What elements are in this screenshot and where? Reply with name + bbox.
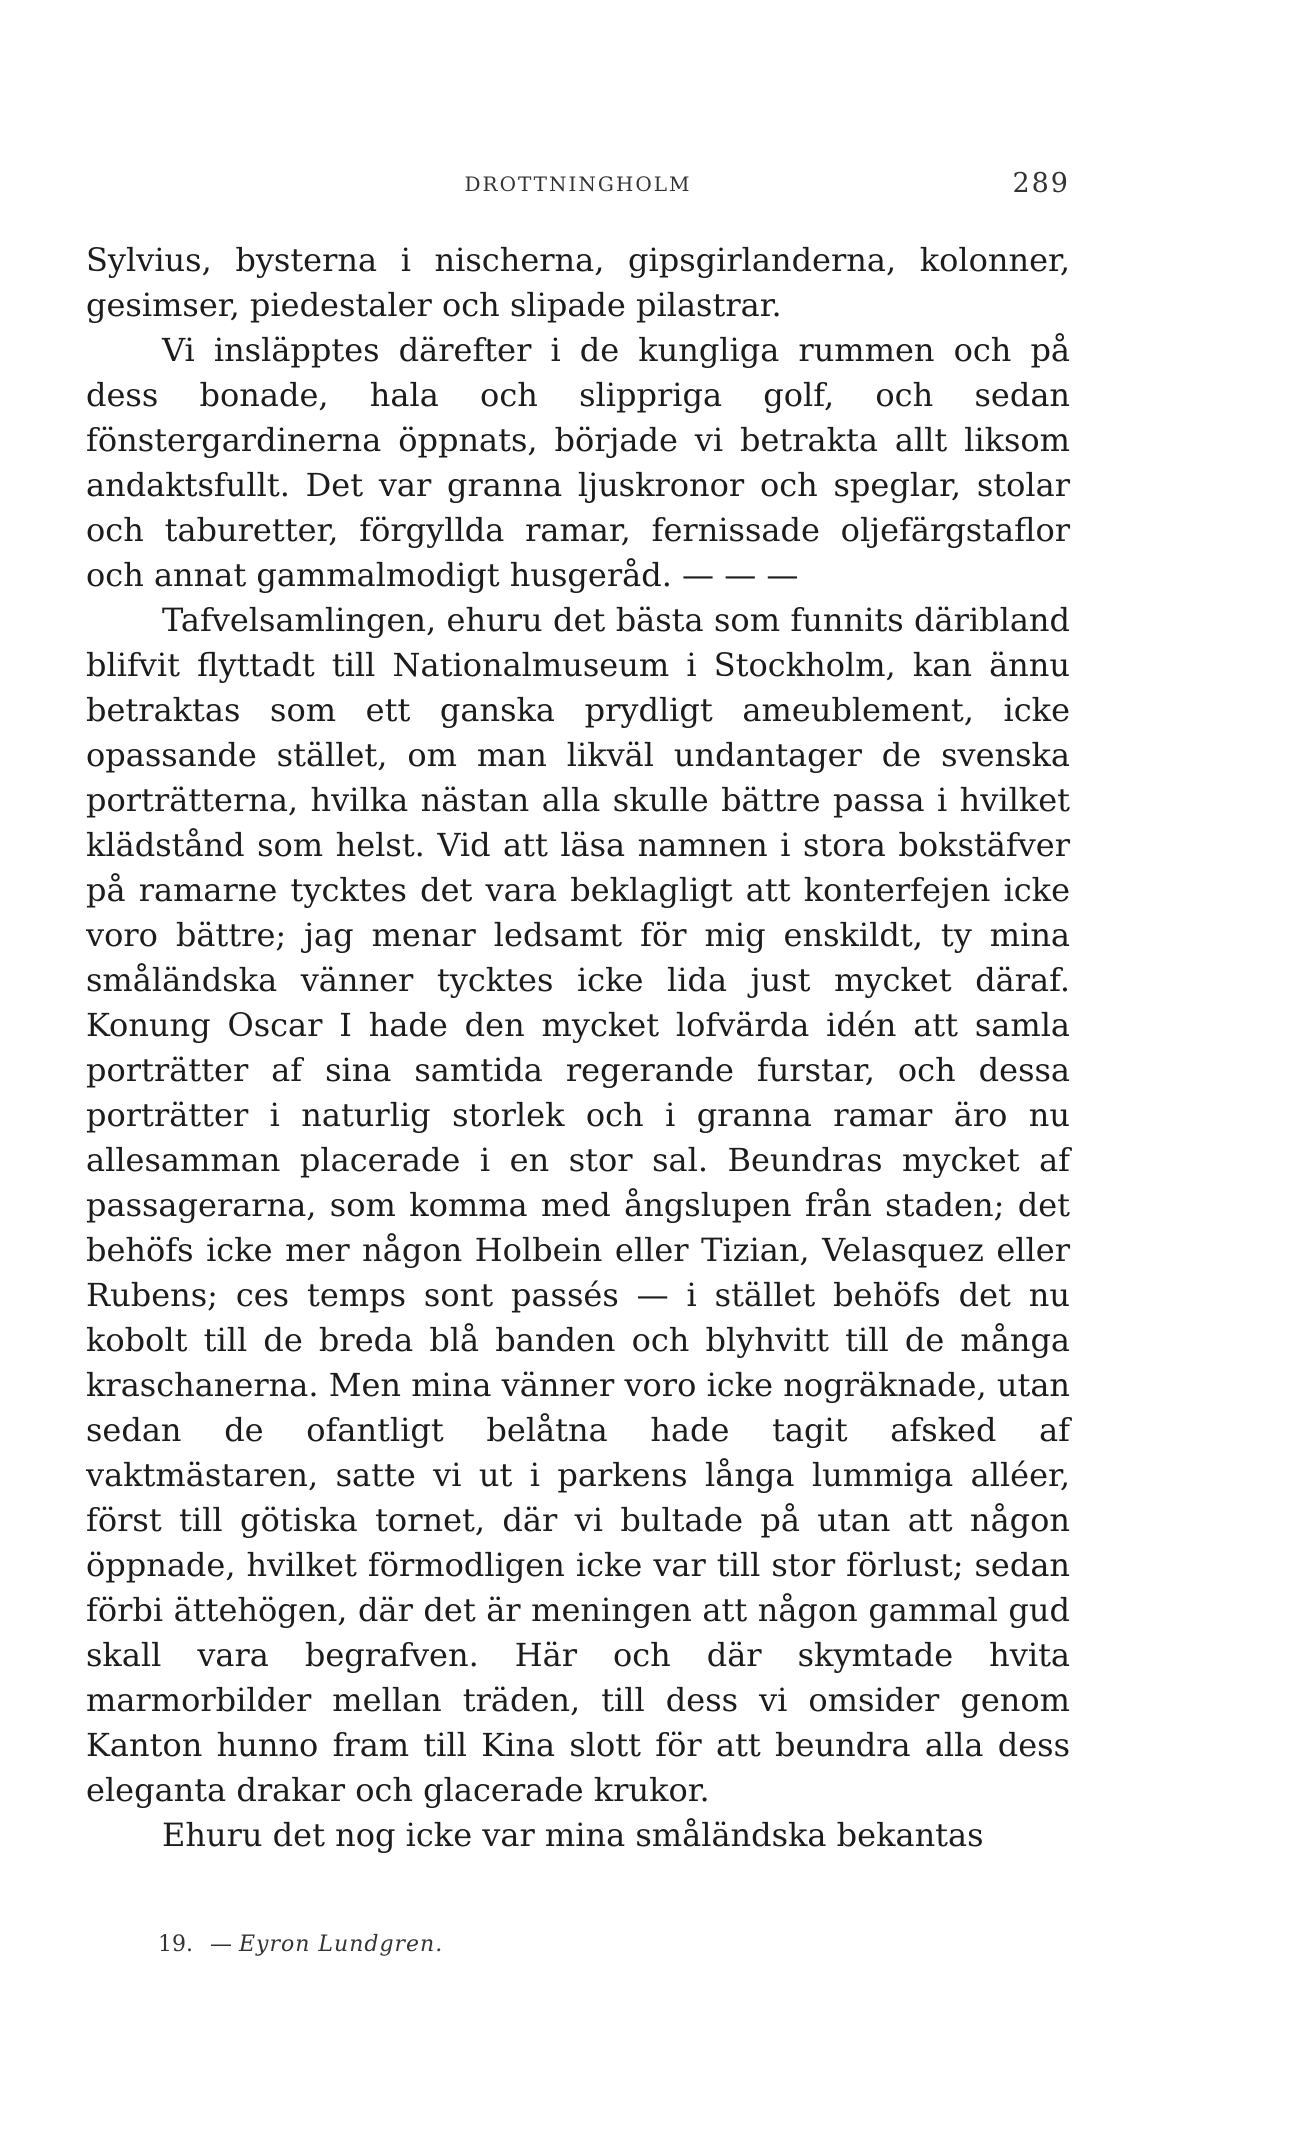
signature-author: Eyron Lundgren. [239,1932,444,1957]
running-head [86,168,1070,202]
signature-number: 19. [158,1932,193,1957]
paragraph: Vi insläpptes därefter i de kungliga rummen och på dess bonade, hala och slippriga golf, och sedan fönstergardinerna öppnats, började vi betrakta allt liksom andaktsfullt. Det var granna ljuskronor och speglar, stolar och taburetter, förgyllda ramar, fernissade oljefärgstaflor och annat gammalmodigt husgeråd. — — — [86,331,1070,594]
paragraph: Tafvelsamlingen, ehuru det bästa som funnits däribland blifvit flyttadt till Nationalmuseum i Stockholm, kan ännu betraktas som ett ganska prydligt ameublement, icke opassande stället, om man likväl undantager de svenska porträtterna, hvilka nästan alla skulle bättre passa i hvilket klädstånd som helst. Vid att läsa namnen i stora bokstäfver på ramarne tycktes det vara beklagligt att konterfejen icke voro bättre; jag menar ledsamt för mig enskildt, ty mina småländska vänner tycktes icke lida just mycket däraf. Konung Oscar I hade den mycket lofvärda idén att samla porträtter af sina samtida regerande furstar, och dessa porträtter i naturlig storlek och i granna ramar äro nu allesamman placerade i en stor sal. Beundras mycket af passagerarna, som komma med ångslupen från staden; det behöfs icke mer någon Holbein eller Tizian, Velasquez eller Rubens; ces temps sont passés — i stället behöfs det nu kobolt till de breda blå banden och blyhvitt till de många kraschanerna. Men mina vänner voro icke nogräknade, utan sedan de ofantligt belåtna hade tagit afsked af vaktmästaren, satte vi ut i parkens långa lummiga alléer, först till götiska tornet, där vi bultade på utan att någon öppnade, hvilket förmodligen icke var till stor förlust; sedan förbi ättehögen, där det är meningen att någon gammal gud skall vara begrafven. Här och där skymtade hvita marmorbilder mellan träden, till dess vi omsider genom Kanton hunno fram till Kina slott för att beundra alla dess eleganta drakar och glacerade krukor. [86,601,1070,1809]
page-number: 289 [1012,168,1070,199]
running-title: DROTTNINGHOLM [464,172,692,196]
signature-dash: — [210,1932,232,1957]
paragraph-continued: Sylvius, bysterna i nischerna, gipsgirlanderna, kolonner, gesimser, piedestaler och slipade pilastrar. [86,241,1070,324]
body-text [86,238,1070,1858]
signature-line [158,1932,443,1957]
paragraph: Ehuru det nog icke var mina småländska bekantas [162,1816,984,1854]
